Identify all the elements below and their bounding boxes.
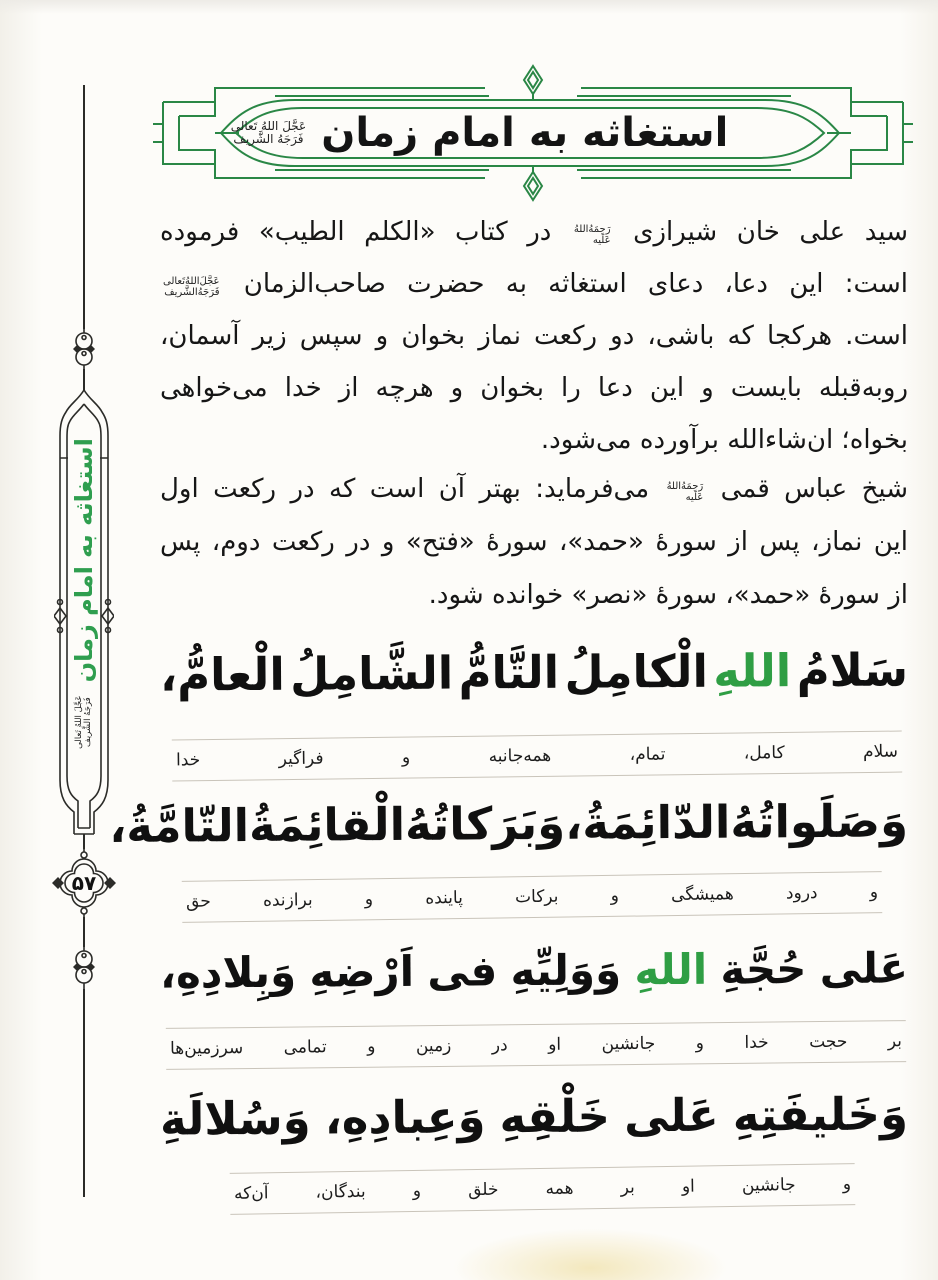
prayer-arabic-line-1 bbox=[160, 609, 909, 734]
text-line: از سورهٔ «حمد»، سورهٔ «نصر» خوانده شود. bbox=[428, 580, 908, 610]
translation-word: بر bbox=[887, 1031, 903, 1052]
text-line bbox=[160, 463, 908, 516]
sidebar-honorific: عَجَّلَ اللهُ تَعالی فَرَجَهُ الشَّریف bbox=[73, 695, 93, 749]
arabic-word: عَلی bbox=[623, 1088, 719, 1142]
arabic-word: سَلامُ bbox=[796, 642, 909, 697]
arabic-word: الْکامِلُ bbox=[564, 644, 709, 699]
arabic-word: وَعِبادِهِ، bbox=[324, 1089, 486, 1144]
arabic-word: الدّائِمَةُ، bbox=[564, 795, 731, 850]
translation-word: او bbox=[681, 1176, 695, 1197]
arabic-word: وَصَلَواتُهُ bbox=[730, 793, 909, 849]
sidebar-vertical-title bbox=[61, 415, 107, 775]
bead-ornament-icon bbox=[71, 945, 97, 991]
translation-word: جانشین bbox=[601, 1033, 656, 1055]
bead-ornament-icon bbox=[71, 327, 97, 373]
text-line bbox=[160, 206, 908, 258]
text-segment: شیخ عباس قمی bbox=[720, 474, 909, 504]
translation-word: و bbox=[401, 747, 411, 768]
arabic-word: عَلی bbox=[819, 942, 909, 993]
arabic-word: اللهِ bbox=[634, 944, 708, 994]
chapter-header bbox=[153, 58, 913, 208]
text-segment: سید علی خان شیرازی bbox=[633, 217, 909, 247]
translation-word: و bbox=[367, 1036, 376, 1057]
translation-word: در bbox=[491, 1035, 508, 1056]
page-number: ۵۷ bbox=[71, 871, 97, 895]
intro-paragraph-1 bbox=[160, 206, 908, 466]
translation-word: پاینده bbox=[425, 887, 464, 909]
text-segment: است: این دعا، دعای استغاثه به حضرت صاحب‌الزمان bbox=[243, 269, 908, 299]
text-line bbox=[160, 258, 908, 310]
translation-word: حجت bbox=[809, 1031, 848, 1053]
text-line: بخواه؛ ان‌شاءالله برآورده می‌شود. bbox=[540, 425, 908, 455]
sidebar-rule-line bbox=[83, 85, 85, 329]
translation-word: بر bbox=[620, 1177, 635, 1198]
translation-word: جانشین bbox=[741, 1175, 796, 1196]
arabic-word: اللهِ bbox=[713, 643, 792, 698]
translation-word: زمین bbox=[415, 1035, 452, 1057]
translation-word: بندگان، bbox=[315, 1181, 366, 1203]
translation-word: همه bbox=[545, 1178, 574, 1199]
text-line: این نماز، پس از سورهٔ «حمد»، سورهٔ «فتح» و در رکعت دوم، پس bbox=[160, 527, 908, 557]
arabic-word: الْعامُّ، bbox=[159, 647, 285, 702]
translation-word: برازنده bbox=[262, 890, 313, 911]
prayer-arabic-line-3 bbox=[160, 907, 909, 1032]
arabic-word: حُجَّةِ bbox=[720, 943, 807, 994]
translation-word: برکات bbox=[514, 886, 559, 908]
arabic-word: التّامَّةُ، bbox=[109, 798, 250, 853]
translation-word: خلق bbox=[467, 1179, 499, 1201]
translation-word: فراگیر bbox=[278, 748, 324, 770]
translation-word: درود bbox=[785, 883, 818, 904]
translation-word: همه‌جانبه bbox=[488, 745, 552, 767]
intro-paragraph-2 bbox=[160, 463, 908, 622]
sidebar-rule-line bbox=[83, 989, 85, 1197]
arabic-word: فی bbox=[427, 945, 498, 996]
honorific-rahimahullah: رَحِمَهُ‌اللهُ عَلَیه bbox=[666, 481, 704, 503]
prayer-arabic-line-4 bbox=[160, 1053, 909, 1178]
honorific-rahimahullah: رَحِمَهُ‌اللهُ عَلَیه bbox=[573, 224, 611, 246]
translation-word: او bbox=[548, 1034, 562, 1055]
translation-word: همیشگی bbox=[670, 884, 734, 906]
text-line: روبه‌قبله بایست و این دعا را بخوان و هرچه از خدا می‌خواهی bbox=[160, 373, 908, 403]
arabic-word: اَرْضِهِ bbox=[309, 946, 415, 997]
header-honorific: عَجَّلَ اللهُ تَعالی فَرَجَهُ الشَّریف bbox=[230, 119, 307, 146]
arabic-word: وَخَلیفَتِهِ bbox=[732, 1086, 909, 1142]
arabic-word: وَوَلِیِّهِ bbox=[510, 944, 622, 995]
arabic-word: وَبَرَکاتُهُ bbox=[404, 796, 566, 851]
translation-word: کامل، bbox=[743, 742, 785, 764]
page-number-medallion bbox=[52, 847, 116, 919]
translation-word: حق bbox=[185, 891, 211, 912]
arabic-word: الْقائِمَةُ bbox=[248, 797, 406, 852]
arabic-word: وَبِلادِهِ، bbox=[159, 947, 297, 998]
translation-word: و bbox=[364, 889, 374, 910]
translation-word: سلام bbox=[862, 741, 899, 763]
text-segment: می‌فرماید: بهتر آن است که در رکعت اول bbox=[160, 474, 650, 504]
honorific-ajjal: عَجَّلَ‌اللهُ‌تَعالی فَرَجَهُ‌الشَّریف bbox=[163, 276, 220, 298]
translation-word: و bbox=[842, 1174, 852, 1195]
translation-word: خدا bbox=[175, 750, 201, 771]
translation-word: تمام، bbox=[629, 744, 666, 765]
translation-word: آن‌که bbox=[233, 1183, 269, 1204]
translation-word: و bbox=[695, 1033, 705, 1054]
prayer-arabic-line-2 bbox=[109, 760, 909, 885]
text-segment: در کتاب «الکلم الطیب» فرموده bbox=[160, 217, 552, 247]
translation-word: سرزمین‌ها bbox=[169, 1038, 244, 1059]
arabic-word: خَلْقِهِ bbox=[499, 1088, 611, 1143]
text-line: است. هرکجا که باشی، دو رکعت نماز بخوان و سپس زیر آسمان، bbox=[160, 321, 908, 351]
sidebar-title-text: استغاثه به امام زمان bbox=[70, 438, 98, 683]
page-title: استغاثه به امام زمان bbox=[321, 110, 729, 156]
translation-word: تمامی bbox=[283, 1037, 327, 1058]
translation-word: و bbox=[610, 885, 620, 906]
arabic-word: الشَّامِلُ bbox=[289, 646, 454, 701]
translation-word: و bbox=[412, 1180, 422, 1202]
translation-row-4 bbox=[230, 1163, 856, 1215]
arabic-word: وَسُلالَةِ bbox=[159, 1091, 311, 1146]
arabic-word: التَّامُّ bbox=[458, 645, 560, 700]
translation-word: و bbox=[869, 882, 879, 903]
translation-word: خدا bbox=[744, 1032, 769, 1053]
header-title-row bbox=[98, 104, 858, 162]
sidebar-rule-line bbox=[83, 917, 85, 947]
